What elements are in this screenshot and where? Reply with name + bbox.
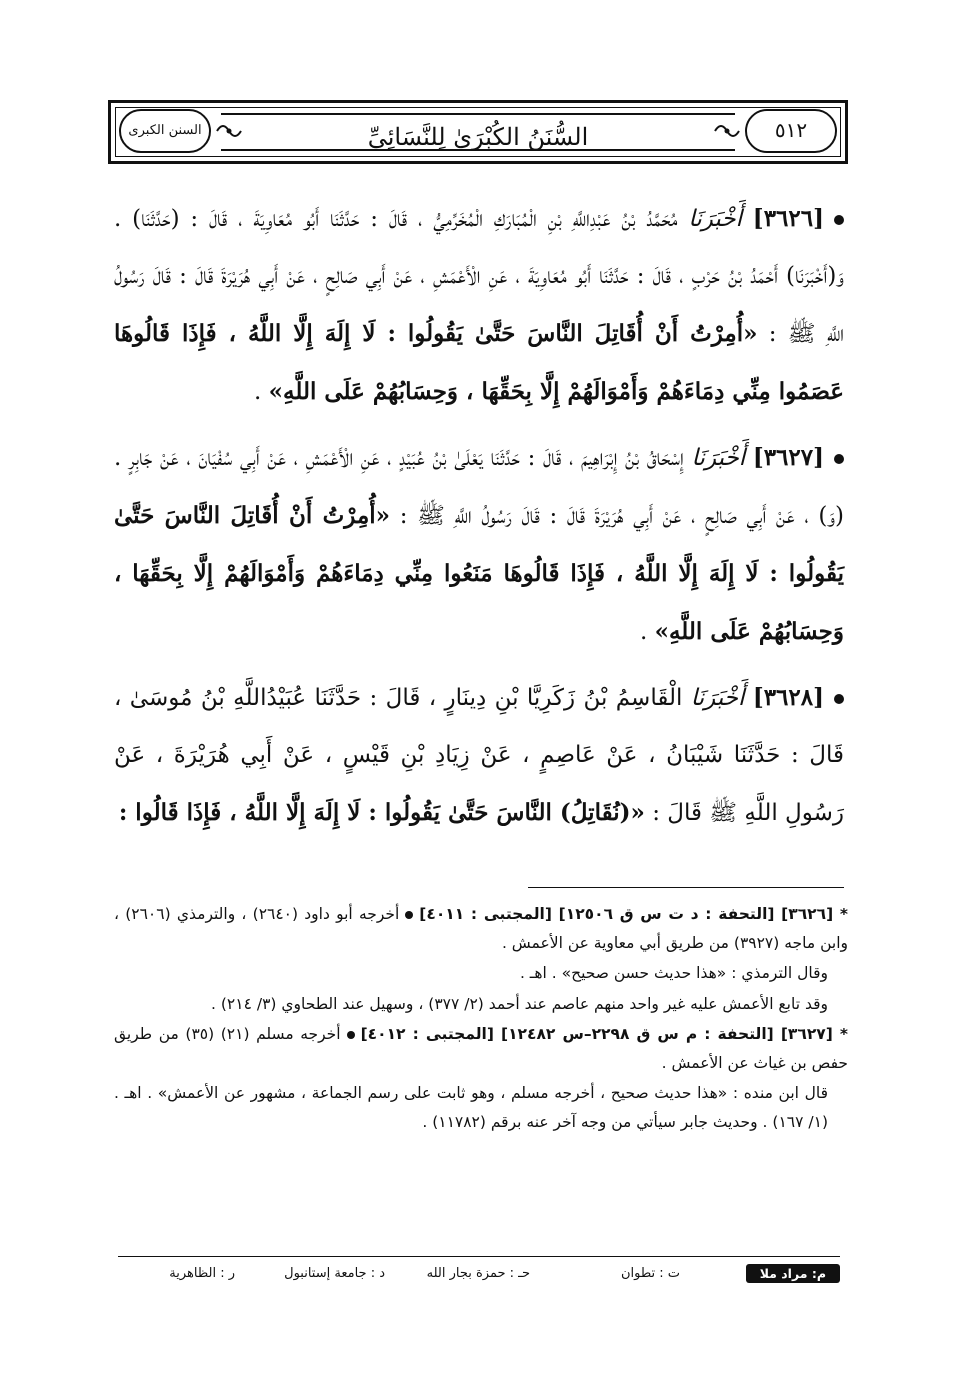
siglum-r: ر : الظاهرية xyxy=(169,1266,235,1281)
matn: «(نُقَاتِلُ) النَّاسَ حَتَّىٰ يَقُولُوا : لَا إِلَهَ إِلَّا اللَّهُ ، فَإِذَا قَالُوا : xyxy=(118,799,645,826)
bullet-icon xyxy=(347,1031,355,1039)
footnote-3626 xyxy=(114,900,848,957)
emblem-text: السنن الكبرى xyxy=(128,123,202,138)
footnote-text: أخرجه مسلم (٢١) (٣٥) من طريق حفص بن غياث عن الأعمش . xyxy=(114,1025,848,1072)
siglum-d: د : جامعة إستانبول xyxy=(284,1266,385,1281)
bullet-icon xyxy=(834,215,844,225)
ornament-icon xyxy=(215,121,243,141)
hadith-number: [٣٦٢٦] xyxy=(752,205,824,232)
header-band xyxy=(221,113,735,151)
page-header xyxy=(108,100,848,164)
matn: «أُمِرْتُ أَنْ أُقَاتِلَ النَّاسَ حَتَّىٰ يَقُولُوا : لَا إِلَهَ إِلَّا اللَّهُ ، فَإِذَا قَالُوهَا عَصَمُوا مِنِّي دِمَاءَهُمْ وَأَمْوَالَهُمْ إِلَّا بِحَقِّهَا ، وَحِسَابُهُمْ عَلَى اللَّهِ» xyxy=(114,320,844,405)
footnote-line: وقال الترمذي : «هذا حديث حسن صحيح» . اهـ . xyxy=(519,964,828,982)
siglum-badge: م: مراد ملا xyxy=(746,1264,840,1283)
footnote-text: أخرجه أبو داود (٢٦٤٠) ، والترمذي (٢٦٠٦) ، وابن ماجه (٣٩٢٧) من طريق أبي معاوية عن الأعمش . xyxy=(114,905,848,952)
isnad: الْقَاسِمُ بْنُ زَكَرِيَّا بْنِ دِينَارٍ ، قَالَ : حَدَّثَنَا عُبَيْدُاللَّهِ بْنُ مُوسَىٰ ، قَالَ : حَدَّثَنَا شَيْبَانُ ، عَنْ عَاصِمٍ ، عَنْ زِيَادِ بْنِ قَيْسٍ ، عَنْ أَبِي هُرَيْرَةَ ، عَنْ رَسُولِ اللَّهِ ﷺ قَالَ : xyxy=(114,685,844,826)
footnote-line: قال ابن منده : «هذا حديث صحيح ، أخرجه مسلم ، وهو ثابت على رسم الجماعة ، مشهور عن الأعمش» . اهـ . (١/ ١٦٧) . وحديث جابر سيأتي من وجه آخر عنه برقم (١١٧٨٢) . xyxy=(114,1084,828,1131)
bottom-separator xyxy=(118,1256,840,1257)
akhbarana: أَخْبَرَنَا xyxy=(690,685,745,711)
manuscript-sigla xyxy=(118,1262,840,1288)
hadith-3628 xyxy=(114,669,844,842)
siglum-h: حـ : حمزة بجار الله xyxy=(426,1266,530,1281)
hadith-end: . xyxy=(639,619,655,645)
book-title: السُّنَنُ الكُبْرَىٰ لِلنَّسَائِيِّ xyxy=(367,123,589,151)
footnote-line: وقد تابع الأعمش عليه غير واحد منهم عاصم عند أحمد (٢/ ٣٧٧) ، وسهيل عند الطحاوي (٣/ ٢١٤) . xyxy=(211,994,828,1013)
bullet-icon xyxy=(405,911,413,919)
main-text xyxy=(114,190,844,850)
hadith-end: . xyxy=(254,379,269,405)
siglum-t: ت : تطوان xyxy=(620,1266,680,1281)
akhbarana: أَخْبَرَنَا xyxy=(691,445,746,471)
ornament-icon xyxy=(713,121,741,141)
page-number: ٥١٢ xyxy=(774,118,808,142)
hadith-number: [٣٦٢٧] xyxy=(752,444,825,471)
footnote-3627 xyxy=(114,1020,848,1077)
akhbarana: أَخْبَرَنَا xyxy=(688,206,742,232)
hadith-3626 xyxy=(114,190,844,421)
footnote-head: * [٣٦٢٧] [التحفة : م س ق ٢٢٩٨–س ١٢٤٨٢] [المجتبى : ٤٠١٢] xyxy=(360,1025,848,1043)
isnad: مُحَمَّدُ بْنُ عَبْدِاللَّهِ بْنِ الْمُبَارَكِ الْمُخَرِّمِيُّ ، قَالَ : حَدَّثَنَا أَبُو مُعَاوِيَةَ ، قَالَ : (حَدَّثَنَا) . وَ(أَخْبَرَنَا) أَحْمَدُ بْنُ حَرْبٍ ، قَالَ : حَدَّثَنَا أَبُو مُعَاوِيَةَ ، عَنِ الْأَعْمَشِ ، عَنْ أَبِي صَالِحٍ ، عَنْ أَبِي هُرَيْرَةَ قَالَ : قَالَ رَسُولُ اللَّهِ ﷺ : xyxy=(114,206,845,347)
page-number-cartouche xyxy=(745,109,837,153)
isnad: إِسْحَاقُ بْنُ إِبْرَاهِيمَ ، قَالَ : حَدَّثَنَا يَعْلَىٰ بْنُ عُبَيْدٍ ، عَنِ الْأَعْمَشِ ، عَنْ أَبِي سُفْيَانَ ، عَنْ جَابِرٍ . (وَ) ، عَنْ أَبِي صَالِحٍ ، عَنْ أَبِي هُرَيْرَةَ قَالَ : قَالَ رَسُولُ اللَّهِ ﷺ : xyxy=(114,445,845,529)
bullet-icon xyxy=(834,454,844,464)
footnote-separator xyxy=(528,887,844,888)
bullet-icon xyxy=(834,694,844,704)
footnote-head: * [٣٦٢٦] [التحفة : د ت س ق ١٢٥٠٦] [المجتبى : ٤٠١١] xyxy=(419,905,848,923)
hadith-number: [٣٦٢٨] xyxy=(752,684,825,711)
emblem-cartouche xyxy=(119,109,211,153)
matn: «أُمِرْتُ أَنْ أُقَاتِلَ النَّاسَ حَتَّىٰ يَقُولُوا : لَا إِلَهَ إِلَّا اللَّهُ ، فَإِذَا قَالُوهَا مَنَعُوا مِنِّي دِمَاءَهُمْ وَأَمْوَالَهُمْ إِلَّا بِحَقِّهَا ، وَحِسَابُهُمْ عَلَى اللَّهِ» xyxy=(114,502,844,645)
hadith-3627 xyxy=(114,429,844,661)
footnotes xyxy=(114,900,848,1138)
